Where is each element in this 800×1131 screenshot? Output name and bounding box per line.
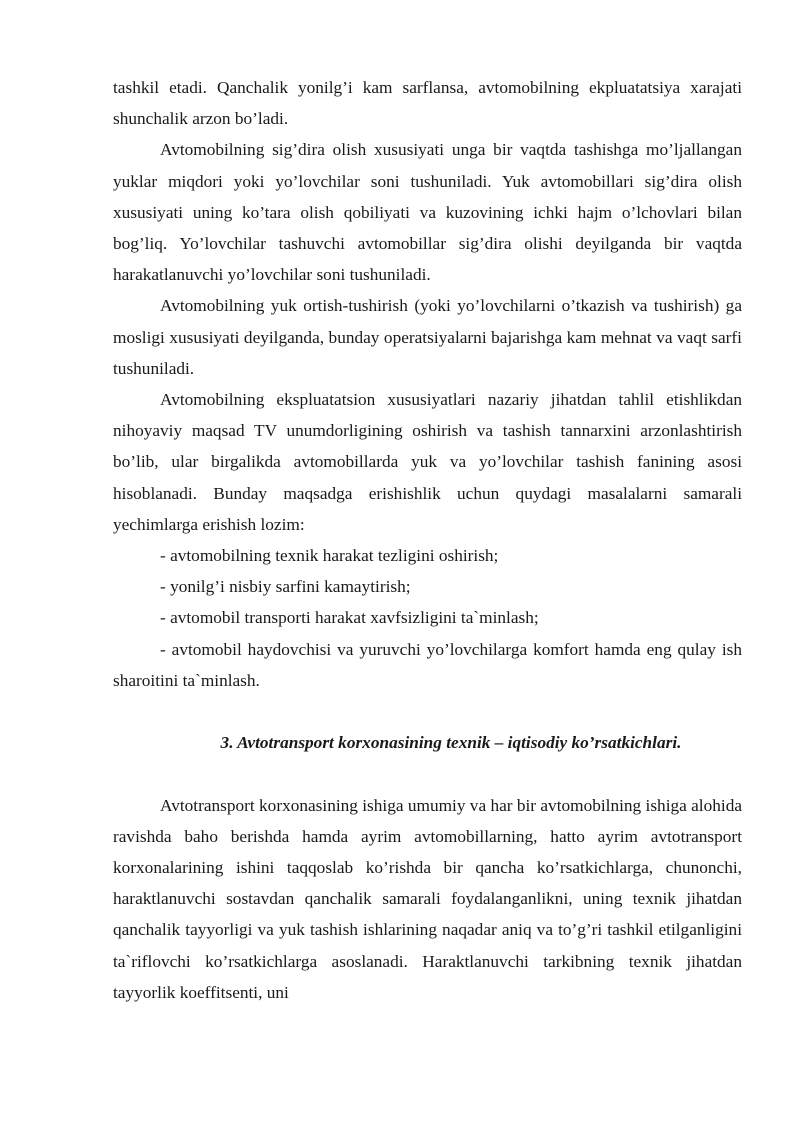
- list-item-fuel: - yonilg’i nisbiy sarfini kamaytirish;: [160, 577, 411, 597]
- paragraph-continuation: tashkil etadi. Qanchalik yonilg’i kam sarflansa, avtomobilning ekpluatatsiya xarajati shunchalik arzon bo’ladi.: [113, 78, 742, 129]
- spacer: [113, 696, 742, 727]
- list-item-safety: - avtomobil transporti harakat xavfsizligini ta`minlash;: [160, 608, 539, 628]
- paragraph-loading: Avtomobilning yuk ortish-tushirish (yoki yo’lovchilarni o’tkazish va tushirish) ga mosligi xususiyati deyilganda, bunday operatsiyalarni bajarishga kam mehnat va vaqt sarfi tushuniladi.: [113, 296, 742, 378]
- document-body: [113, 72, 742, 1008]
- section-heading: 3. Avtotransport korxonasining texnik – iqtisodiy ko’rsatkichlari.: [220, 733, 682, 753]
- list-item-comfort: - avtomobil haydovchisi va yuruvchi yo’lovchilarga komfort hamda eng qulay ish sharoitini ta`minlash.: [113, 639, 742, 690]
- paragraph-capacity: Avtomobilning sig’dira olish xususiyati unga bir vaqtda tashishga mo’ljallangan yuklar miqdori yoki yo’lovchilar soni tushuniladi. Yuk avtomobillari sig’dira olish xususiyati uning ko’tara olish qobiliyati va kuzovining ichki hajm o’lchovlari bilan bog’liq. Yo’lovchilar tashuvchi avtomobillar sig’dira olishi deyilganda bir vaqtda harakatlanuvchi yo’lovchilar soni tushuniladi.: [113, 140, 742, 285]
- spacer: [113, 758, 742, 789]
- paragraph-exploitation: Avtomobilning ekspluatatsion xususiyatlari nazariy jihatdan tahlil etishlikdan nihoyaviy maqsad TV unumdorligining oshirish va tashish tannarxini arzonlashtirish bo’lib, ular birgalikda avtomobillarda yuk va yo’lovchilar tashish fanining asosi hisoblanadi. Bunday maqsadga erishishlik uchun quydagi masalalarni samarali yechimlarga erishish lozim:: [113, 390, 742, 534]
- list-item-speed: - avtomobilning texnik harakat tezligini oshirish;: [160, 546, 499, 566]
- paragraph-indicators: Avtotransport korxonasining ishiga umumiy va har bir avtomobilning ishiga alohida ravishda baho berishda hamda ayrim avtomobillarning, hatto ayrim avtotransport korxonalarining ishini taqqoslab ko’rishda bir qancha ko’rsatkichlarga, chunonchi, haraktlanuvchi sostavdan qanchalik samarali foydalanganlikni, uning texnik jihatdan qanchalik tayyorligi va yuk tashish ishlarining naqadar aniq va to’g’ri tashkil etilganligini ta`riflovchi ko’rsatkichlarga asoslanadi. Haraktlanuvchi tarkibning texnik jihatdan tayyorlik koeffitsenti, uni: [113, 795, 742, 1002]
